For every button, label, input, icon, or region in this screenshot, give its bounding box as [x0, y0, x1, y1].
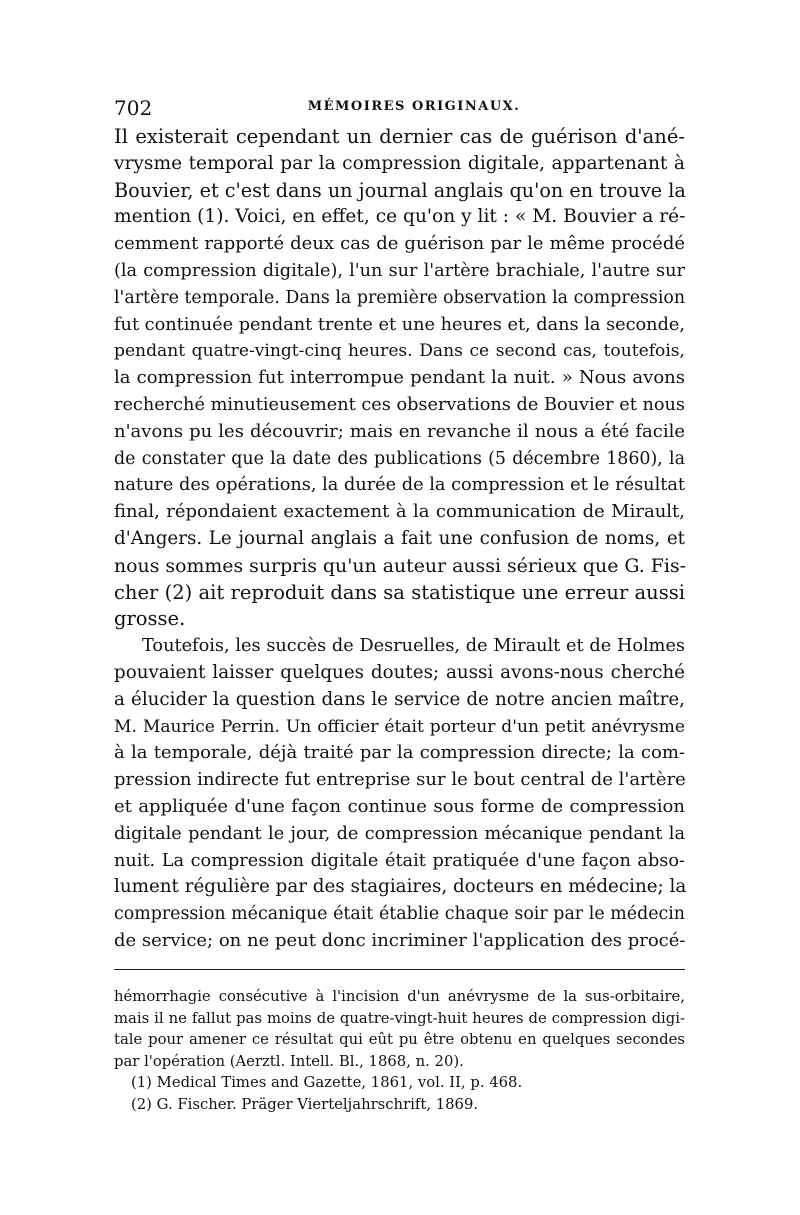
- text-line: cemment rapporté deux cas de guérison par le même procédé: [114, 233, 685, 255]
- footnote-1: (1) Medical Times and Gazette, 1861, vol. II, p. 468.: [131, 1074, 523, 1092]
- text-line: vrysme temporal par la compression digitale, appartenant à: [114, 152, 685, 174]
- text-line: final, répondaient exactement à la communication de Mirault,: [114, 501, 685, 523]
- text-line: de constater que la date des publications (5 décembre 1860), la: [114, 448, 685, 469]
- text-line: la compression fut interrompue pendant la nuit. » Nous avons: [114, 367, 685, 389]
- text-line: Bouvier, et c'est dans un journal anglais qu'on en trouve la: [114, 178, 686, 202]
- text-line: fut continuée pendant trente et une heures et, dans la seconde,: [114, 314, 685, 335]
- page-number: 702: [114, 96, 153, 120]
- footnotes: [114, 986, 685, 1116]
- text-line: Il existerait cependant un dernier cas de guérison d'ané-: [114, 125, 685, 148]
- text-line: compression mécanique était établie chaque soir par le médecin: [114, 904, 685, 925]
- text-line: et appliquée d'une façon continue sous forme de compression: [114, 795, 685, 817]
- text-line: d'Angers. Le journal anglais a fait une confusion de noms, et: [114, 527, 685, 549]
- text-line: de service; on ne peut donc incriminer l'application des procé-: [114, 929, 686, 951]
- footnote-2: (2) G. Fischer. Präger Vierteljahrschrift, 1869.: [131, 1095, 479, 1113]
- text-line: Toutefois, les succès de Desruelles, de Mirault et de Holmes: [142, 636, 685, 657]
- text-line: pendant quatre-vingt-cinq heures. Dans ce second cas, toutefois,: [114, 341, 685, 362]
- text-line: a élucider la question dans le service de notre ancien maître,: [114, 688, 685, 710]
- footnote-line: par l'opération (Aerztl. Intell. Bl., 1868, n. 20).: [114, 1052, 464, 1070]
- text-line: l'artère temporale. Dans la première observation la compression: [114, 287, 686, 308]
- text-line: M. Maurice Perrin. Un officier était porteur d'un petit anévrysme: [114, 716, 685, 737]
- text-line: à la temporale, déjà traité par la compression directe; la com-: [114, 742, 685, 764]
- text-line: nature des opérations, la durée de la compression et le résultat: [114, 475, 685, 496]
- footnote-line: hémorrhagie consécutive à l'incision d'un anévrysme de la sus-orbitaire,: [114, 988, 685, 1005]
- running-head: MÉMOIRES ORIGINAUX.: [307, 99, 521, 114]
- text-line: pression indirecte fut entreprise sur le bout central de l'artère: [114, 769, 686, 791]
- footnote-line: tale pour amener ce résultat qui eût pu être obtenu en quelques secondes: [114, 1031, 685, 1049]
- body-text: [114, 124, 685, 955]
- text-line: recherché minutieusement ces observations de Bouvier et nous: [114, 394, 685, 415]
- text-line: (la compression digitale), l'un sur l'artère brachiale, l'autre sur: [114, 260, 685, 281]
- footnote-line: mais il ne fallut pas moins de quatre-vingt-huit heures de compression digi-: [114, 1009, 685, 1027]
- footnote-rule: [114, 969, 685, 970]
- text-line: nuit. La compression digitale était pratiquée d'une façon abso-: [114, 850, 685, 871]
- text-line: lument régulière par des stagiaires, docteurs en médecine; la: [114, 876, 687, 898]
- text-line: digitale pendant le jour, de compression mécanique pendant la: [114, 823, 685, 844]
- text-line: cher (2) ait reproduit dans sa statistique une erreur aussi: [114, 580, 685, 604]
- text-line: mention (1). Voici, en effet, ce qu'on y lit : « M. Bouvier a ré-: [114, 206, 686, 228]
- text-line: nous sommes surpris qu'un auteur aussi sérieux que G. Fis-: [114, 554, 687, 577]
- text-line: grosse.: [114, 607, 186, 631]
- text-line: n'avons pu les découvrir; mais en revanche il nous a été facile: [114, 420, 685, 442]
- text-line: pouvaient laisser quelques doutes; aussi avons-nous cherché: [114, 661, 685, 683]
